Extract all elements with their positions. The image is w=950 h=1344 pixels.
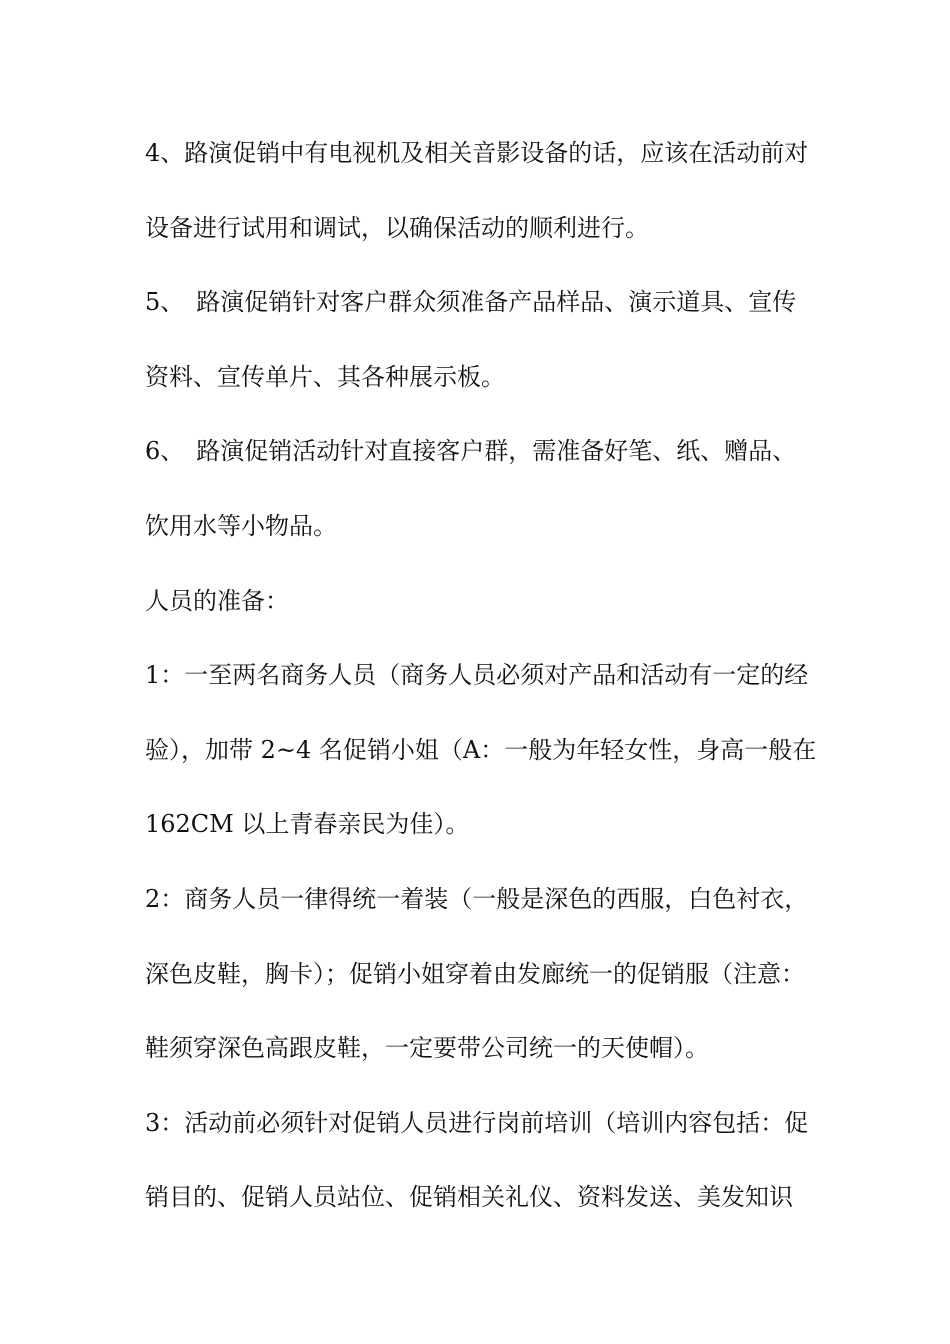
text-line: 6、 路演促销活动针对直接客户群，需准备好笔、纸、赠品、 <box>145 437 797 465</box>
text-line: 饮用水等小物品。 <box>145 512 337 540</box>
text-line: 深色皮鞋，胸卡）；促销小姐穿着由发廊统一的促销服（注意： <box>145 960 805 988</box>
text-line: 设备进行试用和调试，以确保活动的顺利进行。 <box>145 214 649 242</box>
text-line: 5、 路演促销针对客户群众须准备产品样品、演示道具、宣传 <box>145 288 797 316</box>
text-line: 162CM 以上青春亲民为佳）。 <box>145 810 470 838</box>
text-line: 4、路演促销中有电视机及相关音影设备的话，应该在活动前对 <box>145 139 809 167</box>
text-line: 鞋须穿深色高跟皮鞋，一定要带公司统一的天使帽）。 <box>145 1034 709 1062</box>
text-line: 1：一至两名商务人员（商务人员必须对产品和活动有一定的经 <box>145 661 809 689</box>
text-line: 2：商务人员一律得统一着装（一般是深色的西服，白色衬衣， <box>145 885 809 913</box>
text-line: 3：活动前必须针对促销人员进行岗前培训（培训内容包括：促 <box>145 1109 809 1137</box>
section-heading: 人员的准备： <box>145 587 289 615</box>
text-line: 销目的、促销人员站位、促销相关礼仪、资料发送、美发知识 <box>145 1183 793 1211</box>
text-line: 资料、宣传单片、其各种展示板。 <box>145 363 505 391</box>
text-line: 验），加带 2~4 名促销小姐（A：一般为年轻女性，身高一般在 <box>145 736 817 764</box>
